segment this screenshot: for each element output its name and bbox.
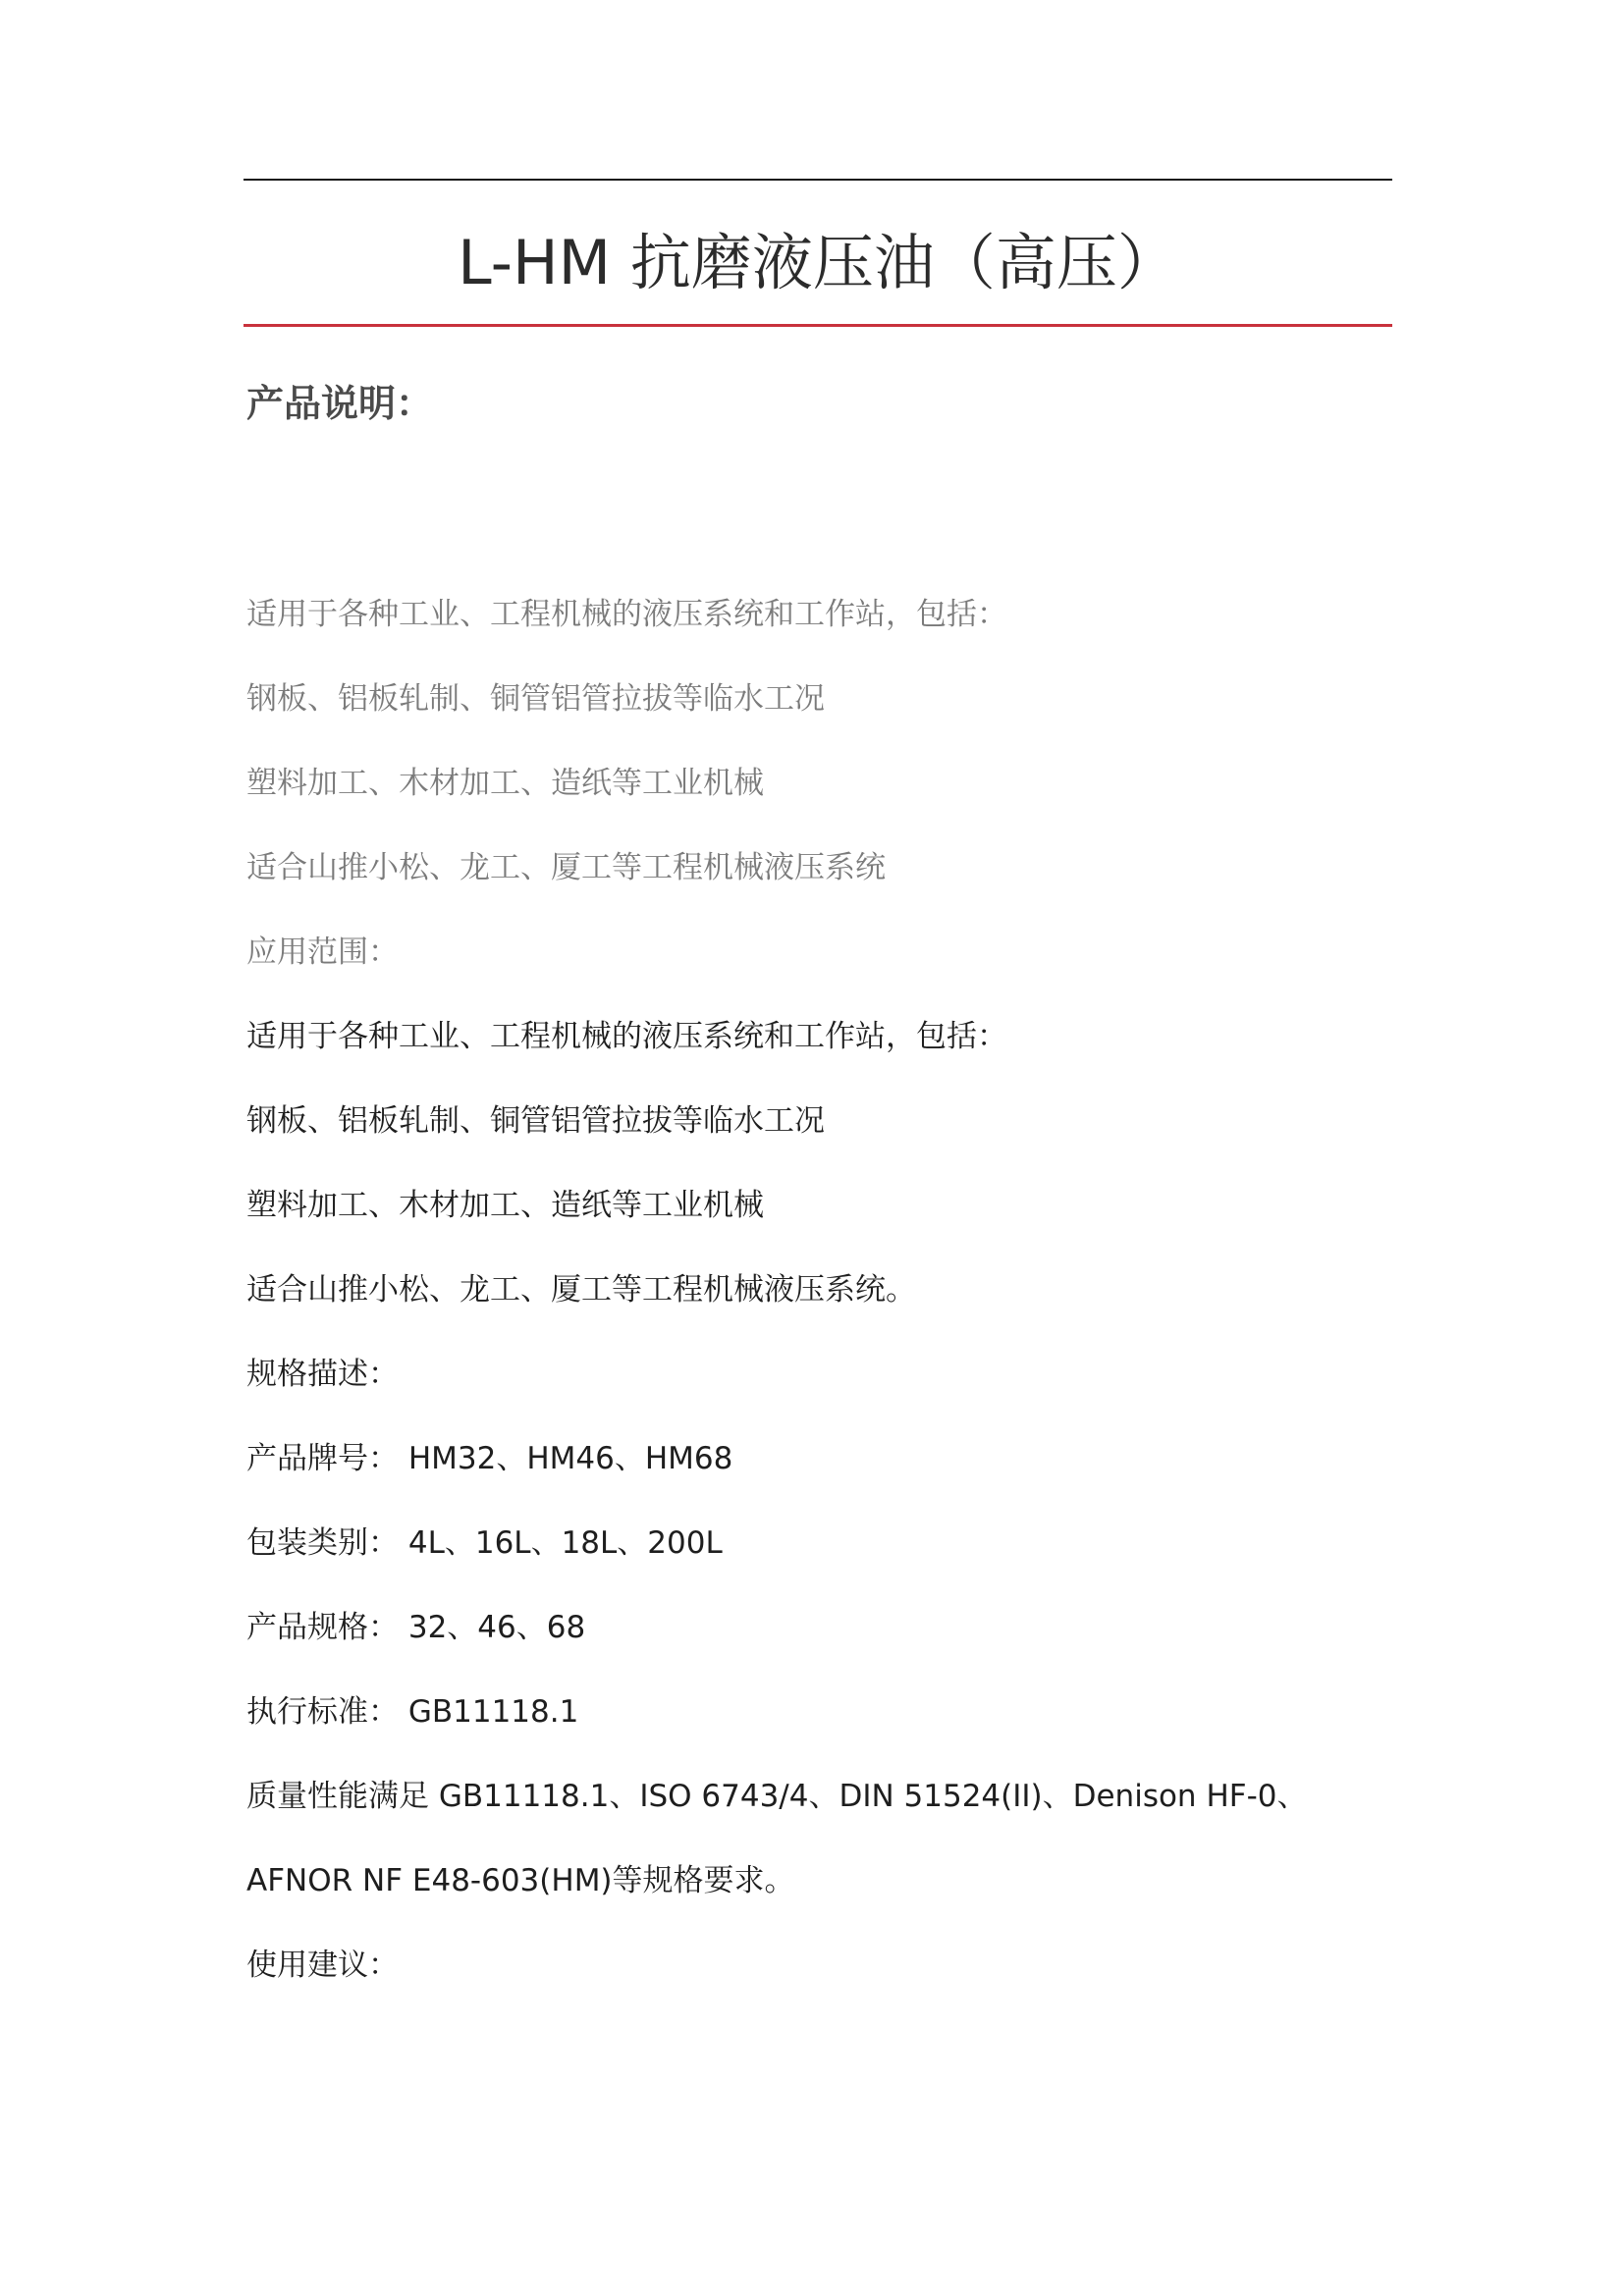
gray-line-plastics-wood: 塑料加工、木材加工、造纸等工业机械 <box>246 766 764 801</box>
gray-line-construction: 适合山推小松、龙工、厦工等工程机械液压系统 <box>246 850 886 885</box>
line-usage-advice: 使用建议： <box>246 1948 399 1983</box>
gray-line-steel-aluminum: 钢板、铝板轧制、铜管铝管拉拔等临水工况 <box>246 681 825 717</box>
line-steel-aluminum: 钢板、铝板轧制、铜管铝管拉拔等临水工况 <box>246 1103 825 1139</box>
title-underline <box>244 324 1392 327</box>
line-plastics-wood: 塑料加工、木材加工、造纸等工业机械 <box>246 1188 764 1223</box>
line-quality-performance-cont: AFNOR NF E48-603(HM)等规格要求。 <box>246 1863 795 1898</box>
line-spec-description: 规格描述： <box>246 1357 399 1392</box>
line-quality-performance: 质量性能满足 GB11118.1、ISO 6743/4、DIN 51524(II)、Denison HF-0、 <box>246 1779 1308 1814</box>
top-rule <box>244 179 1392 181</box>
gray-line-application-scope: 应用范围： <box>246 934 399 970</box>
line-standard: 执行标准： GB11118.1 <box>246 1694 579 1730</box>
line-packaging: 包装类别： 4L、16L、18L、200L <box>246 1525 723 1561</box>
section-heading-product-description: 产品说明： <box>246 382 434 425</box>
line-product-grades: 产品牌号： HM32、HM46、HM68 <box>246 1441 733 1476</box>
line-product-spec: 产品规格： 32、46、68 <box>246 1610 586 1645</box>
gray-line-applicability: 适用于各种工业、工程机械的液压系统和工作站，包括： <box>246 597 1007 632</box>
document-title: L-HM 抗磨液压油（高压） <box>458 227 1178 298</box>
line-construction: 适合山推小松、龙工、厦工等工程机械液压系统。 <box>246 1272 916 1308</box>
line-applicability: 适用于各种工业、工程机械的液压系统和工作站，包括： <box>246 1019 1007 1054</box>
